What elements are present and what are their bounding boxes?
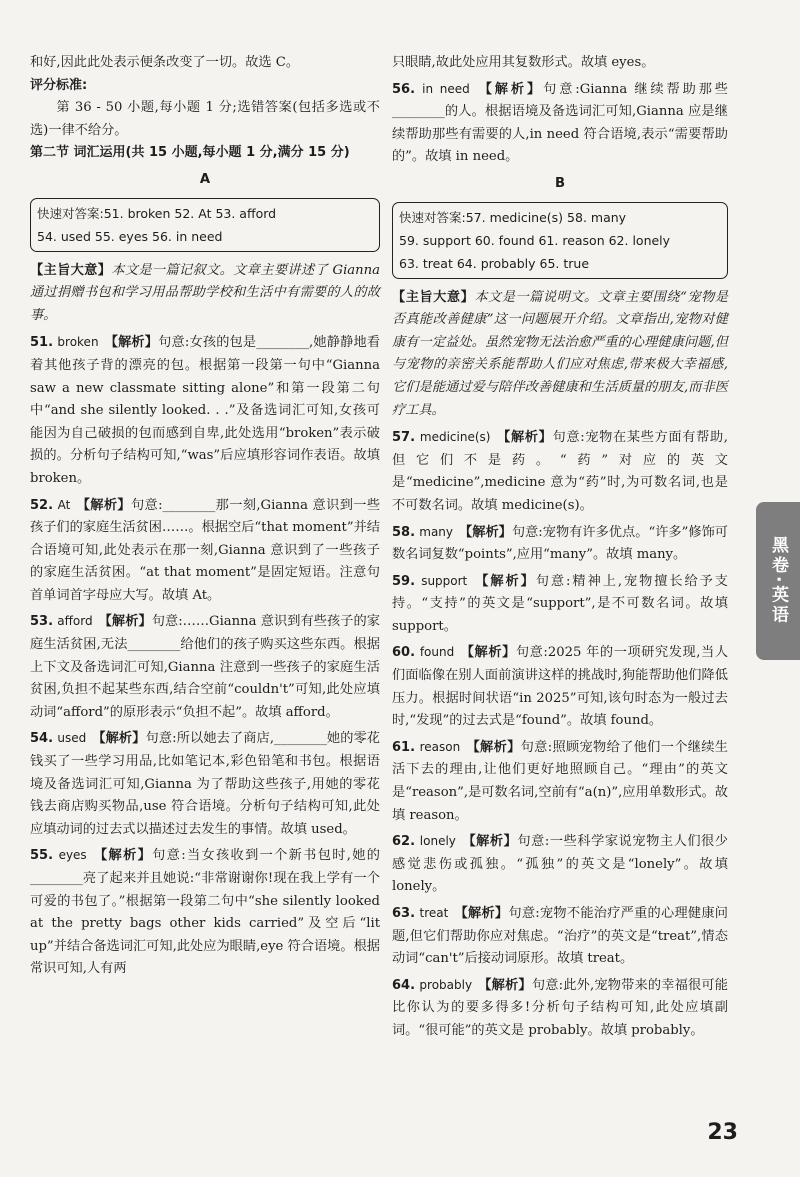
item-tag: 【解析】 — [496, 430, 553, 446]
item-tag: 【解析】 — [454, 906, 509, 921]
item-text: 句意:此外,宠物带来的幸福很可能比你认为的要多得多!分析句子结构可知,此处应填副词。“很可能”的英文是 probably。故填 probably。 — [392, 977, 728, 1038]
score-title: 评分标准: — [30, 77, 88, 93]
explanation-item — [392, 570, 728, 639]
item-text: 句意:Gianna 继续帮助那些________的人。根据语境及备选词汇可知,Gianna 应是继续帮助那些有需要的人,in need 符合语境,表示“需要帮助的”。故填 in need。 — [392, 81, 728, 165]
item-text: 句意:2025 年的一项研究发现,当人们面临像在别人面前演讲这样的挑战时,狗能帮助他们降低压力。根据时间状语“in 2025”可知,该句时态为一般过去时,“发现”的过去式是“found”。故填 found。 — [392, 645, 729, 729]
explanation-item — [392, 78, 728, 169]
explanation-item — [30, 494, 380, 608]
item-answer: support — [421, 573, 468, 588]
item-tag: 【解析】 — [459, 524, 512, 540]
item-text: 句意:宠物在某些方面有帮助,但它们不是药。“药”对应的英文是“medicine”,medicine 意为“药”时,为可数名词,也是不可数名词。故填 medicine(s)。 — [392, 430, 728, 513]
answer-line: 快速对答案:51. broken 52. At 53. afford — [37, 205, 277, 221]
item-text: 句意:精神上,宠物擅长给予支持。“支持”的英文是“support”,是不可数名词。故填 support。 — [392, 573, 728, 634]
item-answer: afford — [57, 614, 93, 629]
item-tag: 【解析】 — [92, 848, 153, 864]
score-text: 第 36 - 50 小题,每小题 1 分;选错答案(包括多选或不选)一律不给分。 — [30, 100, 380, 138]
item-number: 52. — [30, 497, 54, 513]
item-tag: 【解析】 — [104, 335, 159, 351]
explanation-item — [30, 331, 380, 490]
item-answer: used — [57, 731, 87, 746]
summary-b — [392, 287, 728, 423]
item-text: 句意:宠物不能治疗严重的心理健康问题,但它们帮助你应对焦虑。“治疗”的英文是“treat”,情态动词“can't”后接动词原形。故填 treat。 — [392, 906, 728, 967]
item-answer: medicine(s) — [419, 430, 491, 445]
summary-tag: 【主旨大意】 — [392, 289, 475, 305]
explanation-item — [392, 974, 728, 1043]
item-tag: 【解析】 — [475, 81, 544, 97]
subject-side-tab: 黑卷·英语 — [756, 502, 800, 660]
passage-label-a: A — [199, 171, 211, 187]
item-number: 57. — [392, 430, 416, 446]
summary-text: 本文是一篇说明文。文章主要围绕“宠物是否真能改善健康”这一问题展开介绍。文章指出,宠物对健康有一定益处。虽然宠物无法治愈严重的心理健康问题,但与宠物的亲密关系能帮助人们应对焦虑,带来极大幸福感,它们是能通过爱与陪伴改善健康和生活质量的朋友,而非医疗工具。 — [392, 289, 728, 418]
item-text: 句意:宠物有许多优点。“许多”修饰可数名词复数“points”,应用“many”。故填 many。 — [392, 524, 728, 563]
intro-line: 和好,因此此处表示便条改变了一切。故选 C。 — [30, 55, 300, 70]
right-column — [392, 52, 728, 1043]
explanation-item — [392, 521, 728, 567]
item-number: 54. — [30, 731, 54, 747]
answer-line: 59. support 60. found 61. reason 62. lonely — [399, 232, 671, 248]
item-number: 53. — [30, 614, 54, 630]
item-text: 句意:________那一刻,Gianna 意识到一些孩子们的家庭生活贫困……。根据空后“that moment”并结合语境可知,此处表示在那一刻,Gianna 意识到了一些孩子的家庭生活贫困。“at that moment”是固定短语。注意句首单词首字母应大写。故填 At。 — [30, 497, 381, 603]
item-tag: 【解析】 — [92, 731, 146, 747]
answer-box-a — [30, 198, 380, 252]
summary-text: 本文是一篇记叙文。文章主要讲述了 Gianna 通过捐赠书包和学习用品帮助学校和生活中有需要的人的故事。 — [30, 262, 381, 323]
item-tag: 【解析】 — [76, 497, 131, 513]
item-text: 句意:所以她去了商店,________她的零花钱买了一些学习用品,比如笔记本,彩色铅笔和书包。根据语境及备选词汇可知,Gianna 为了帮助这些孩子,用她的零花钱去商店购买物品,use 符合语境。分析句子结构可知,此处应填动词的过去式以描述过去发生的事情。故填 used。 — [30, 731, 380, 837]
item-number: 55. — [30, 848, 54, 864]
item-answer: At — [57, 497, 71, 512]
explanation-item — [392, 830, 728, 899]
item-answer: eyes — [58, 848, 87, 863]
summary-tag: 【主旨大意】 — [30, 262, 112, 278]
item-answer: in need — [422, 81, 470, 96]
item-tag: 【解析】 — [478, 977, 532, 993]
item-answer: many — [419, 524, 453, 539]
answer-line: 54. used 55. eyes 56. in need — [37, 228, 223, 244]
item-text: 句意:一些科学家说宠物主人们很少感觉悲伤或孤独。“孤独”的英文是“lonely”。故填 lonely。 — [392, 834, 728, 895]
answer-line: 快速对答案:57. medicine(s) 58. many — [399, 209, 627, 225]
explanation-item — [392, 736, 728, 827]
explanation-item — [392, 641, 728, 732]
explanation-item — [30, 610, 380, 724]
explanation-item — [30, 727, 380, 841]
summary-a — [30, 260, 380, 328]
item-answer: treat — [419, 906, 449, 920]
item-number: 58. — [392, 524, 416, 540]
item-tag: 【解析】 — [466, 739, 521, 755]
item-text: 句意:女孩的包是________,她静静地看着其他孩子背的漂亮的包。根据第一段第一句中“Gianna saw a new classmate sitting alone”和第一段第二句中“and she silently looked. . .”及备选词汇可知,女孩可能因为自己破损的包而感到自卑,此处选用“broken”表示破损的。分析句子结构可知,“was”后应填形容词作表语。故填 broken。 — [30, 335, 381, 486]
item-number: 61. — [392, 739, 416, 755]
item-answer: found — [419, 645, 455, 660]
item-text: 句意:照顾宠物给了他们一个继续生活下去的理由,让他们更好地照顾自己。“理由”的英文是“reason”,是可数名词,空前有“a(n)”,应用单数形式。故填 reason。 — [392, 739, 728, 823]
item-number: 64. — [392, 977, 416, 993]
item-text: 句意:……Gianna 意识到有些孩子的家庭生活贫困,无法________给他们的孩子购买这些东西。根据上下文及备选词汇可知,Gianna 注意到一些孩子的家庭生活贫困,负担不起某些东西,结合空前“couldn't”可知,此处应填动词“afford”的原形表示“负担不起”。故填 afford。 — [30, 614, 380, 720]
explanation-item — [392, 426, 728, 517]
item-tag: 【解析】 — [460, 645, 516, 661]
continuation-line: 只眼睛,故此处应用其复数形式。故填 eyes。 — [392, 55, 655, 70]
item-answer: reason — [419, 739, 461, 754]
item-answer: lonely — [419, 834, 456, 849]
passage-label-b: B — [554, 175, 566, 191]
section-title: 第二节 词汇运用(共 15 小题,每小题 1 分,满分 15 分) — [30, 145, 350, 161]
item-number: 60. — [392, 645, 416, 661]
item-text: 句意:当女孩收到一个新书包时,她的________亮了起来并且她说:“非常谢谢你!现在我上学有一个可爱的书包了。”根据第一段第二句中“she silently looked at the pretty bags other kids carried”及空后“lit up”并结合备选词汇可知,此处应为眼睛,eye 符合语境。根据常识可知,人有两 — [30, 848, 380, 977]
item-tag: 【解析】 — [461, 834, 518, 850]
item-tag: 【解析】 — [98, 614, 152, 630]
explanation-item — [392, 902, 728, 971]
item-number: 62. — [392, 834, 416, 850]
answer-box-b — [392, 202, 728, 279]
left-column — [30, 52, 380, 981]
item-number: 51. — [30, 335, 54, 351]
item-number: 56. — [392, 81, 416, 97]
item-answer: broken — [57, 335, 99, 350]
item-tag: 【解析】 — [473, 573, 536, 589]
item-answer: probably — [419, 977, 473, 992]
page-number: 23 — [707, 1120, 738, 1145]
answer-line: 63. treat 64. probably 65. true — [399, 255, 590, 271]
explanation-item — [30, 844, 380, 981]
item-number: 63. — [392, 906, 416, 921]
item-number: 59. — [392, 573, 416, 589]
